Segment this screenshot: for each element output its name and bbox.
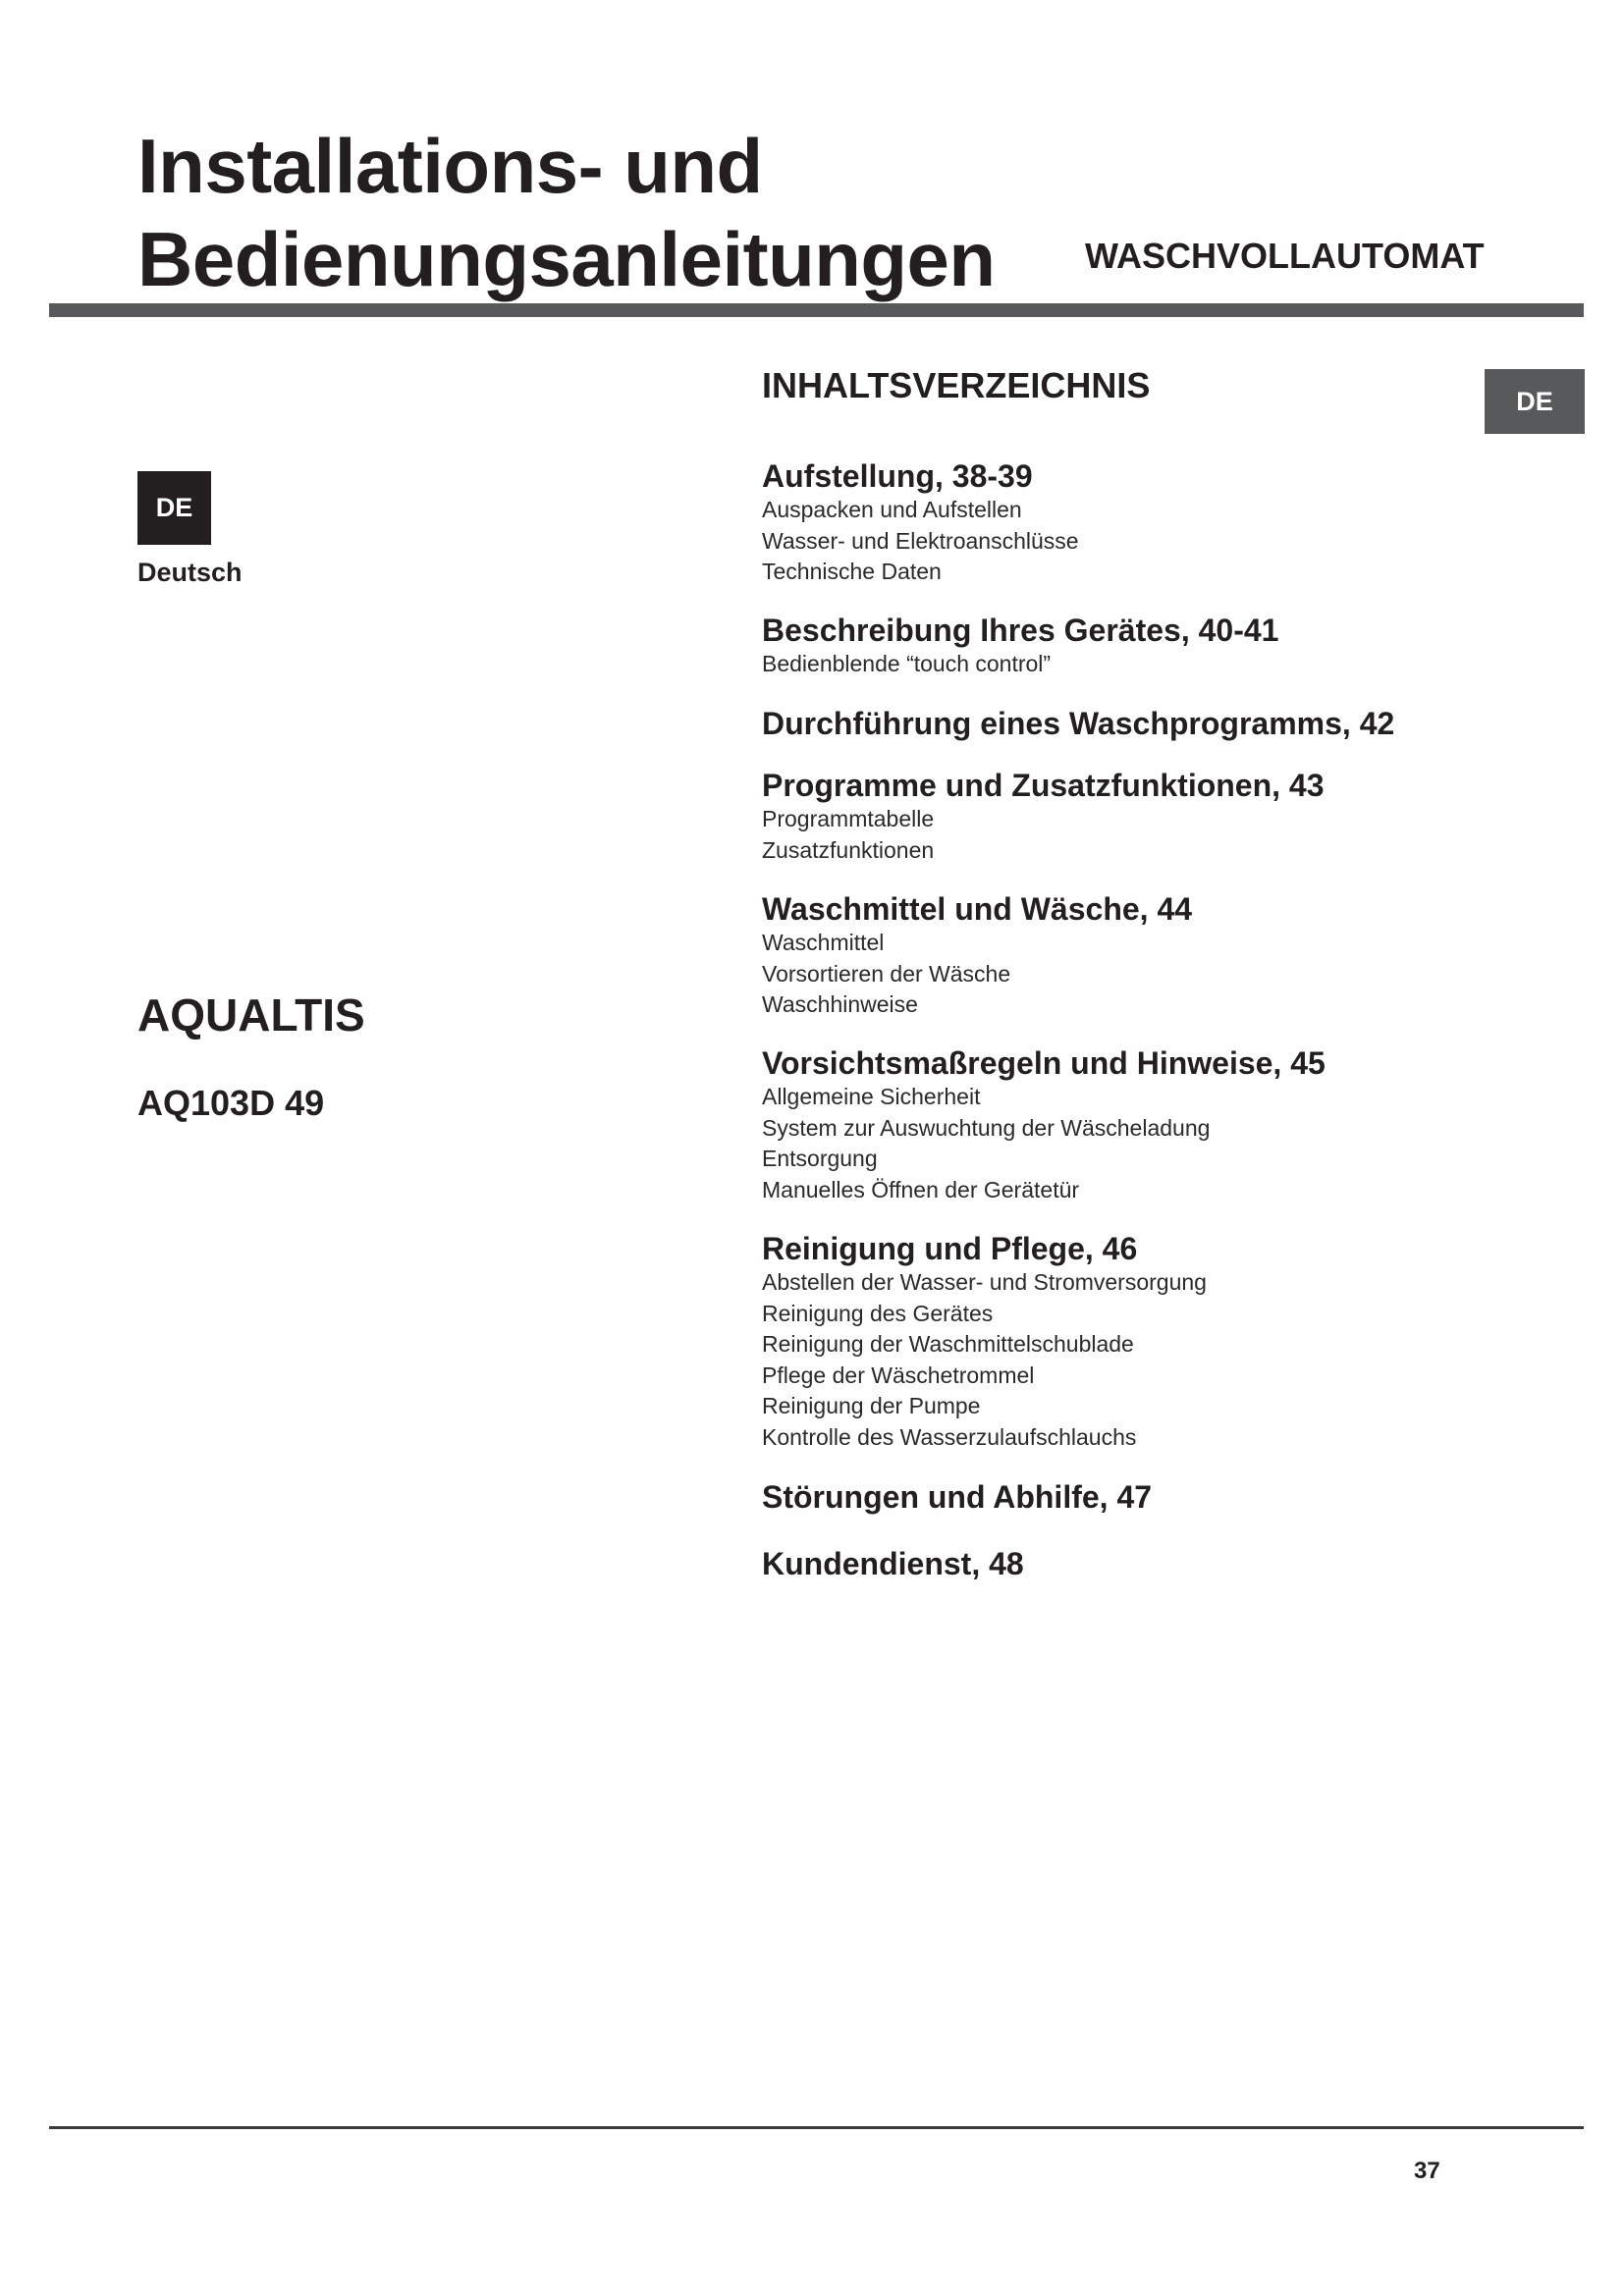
toc-section (762, 890, 1528, 1021)
toc-section (762, 457, 1528, 588)
language-badge: DE (137, 471, 211, 545)
toc-item: Auspacken und Aufstellen (762, 497, 1022, 522)
toc-item: Reinigung des Gerätes (762, 1300, 994, 1326)
toc-item: Manuelles Öffnen der Gerätetür (762, 1176, 1080, 1202)
page-number: 37 (1414, 2158, 1440, 2184)
toc-item: Zusatzfunktionen (762, 836, 935, 863)
toc-item: Reinigung der Waschmittelschublade (762, 1331, 1134, 1357)
toc-item: Bedienblende “touch control” (762, 651, 1052, 676)
toc-item: Reinigung der Pumpe (762, 1393, 981, 1418)
document-title-line-2: Bedienungsanleitungen (137, 216, 996, 302)
toc-section (762, 1230, 1528, 1453)
toc-item: Technische Daten (762, 559, 942, 584)
toc-item: Kontrolle des Wasserzulaufschlauchs (762, 1423, 1137, 1450)
toc-section (762, 705, 1528, 742)
toc-item: Vorsortieren der Wäsche (762, 960, 1011, 987)
toc-item: Entsorgung (762, 1146, 878, 1171)
toc-section-title: Waschmittel und Wäsche, 44 (762, 891, 1193, 927)
product-type: WASCHVOLLAUTOMAT (1085, 236, 1485, 276)
toc-item: Waschhinweise (762, 991, 918, 1017)
toc-item: Waschmittel (762, 930, 885, 955)
toc-section (762, 1545, 1528, 1582)
toc-section-title: Programme und Zusatzfunktionen, 43 (762, 768, 1325, 803)
toc-heading: INHALTSVERZEICHNIS (762, 365, 1151, 405)
toc-item: System zur Auswuchtung der Wäscheladung (762, 1114, 1211, 1141)
language-name: Deutsch (137, 558, 243, 587)
model-number: AQ103D 49 (137, 1083, 325, 1123)
brand-name: AQUALTIS (137, 989, 365, 1041)
toc-section (762, 612, 1528, 680)
toc-section (762, 767, 1528, 866)
toc-section-title: Kundendienst, 48 (762, 1546, 1024, 1581)
language-tab: DE (1485, 369, 1585, 434)
toc-item: Wasser- und Elektroanschlüsse (762, 527, 1079, 554)
toc-item: Allgemeine Sicherheit (762, 1084, 981, 1109)
header-rule (49, 303, 1584, 317)
toc-section-title: Aufstellung, 38-39 (762, 458, 1033, 494)
toc-section-title: Vorsichtsmaßregeln und Hinweise, 45 (762, 1045, 1326, 1081)
toc-section (762, 1044, 1528, 1205)
toc-section-title: Beschreibung Ihres Gerätes, 40-41 (762, 613, 1279, 648)
footer-rule (49, 2126, 1584, 2129)
toc-section-title: Reinigung und Pflege, 46 (762, 1231, 1138, 1266)
document-title-line-1: Installations- und (137, 123, 763, 209)
toc-section (762, 1478, 1528, 1516)
toc-item: Programmtabelle (762, 806, 935, 831)
toc-section-title: Durchführung eines Waschprogramms, 42 (762, 706, 1395, 741)
toc-section-title: Störungen und Abhilfe, 47 (762, 1479, 1153, 1515)
toc-item: Abstellen der Wasser- und Stromversorgung (762, 1269, 1207, 1295)
toc-item: Pflege der Wäschetrommel (762, 1362, 1035, 1388)
